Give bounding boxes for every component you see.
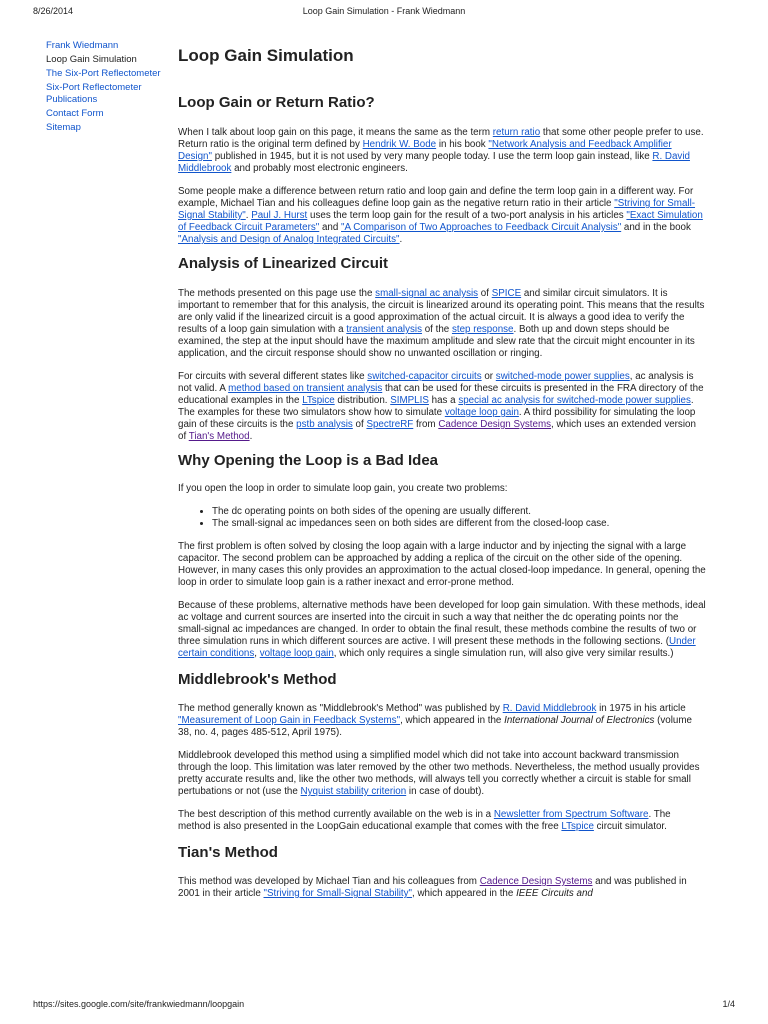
- text: in case of doubt).: [406, 786, 485, 797]
- list-item: • The dc operating points on both sides of the opening are usually different.: [212, 506, 706, 518]
- text: When I talk about loop gain on this page, it means the same as the term: [178, 127, 493, 138]
- text: in his book: [436, 139, 489, 150]
- link-tians-method[interactable]: Tian's Method: [188, 431, 250, 442]
- text: . Both up and down steps should be examined, the step at the input should have the maximum amplitude and slew rate that the circuit might encounter in its application, and the circuit response should show no unwanted oscillation or ringing.: [178, 324, 695, 359]
- link-switched-capacitor[interactable]: switched-capacitor circuits: [367, 371, 482, 382]
- text: , which appeared in the: [412, 888, 517, 899]
- list-item: • The small-signal ac impedances seen on both sides are different from the closed-loop case.: [212, 518, 706, 530]
- link-transient-analysis[interactable]: transient analysis: [346, 324, 422, 335]
- paragraph: If you open the loop in order to simulate loop gain, you create two problems:: [178, 483, 508, 494]
- link-analog-ic-book[interactable]: "Analysis and Design of Analog Integrated Circuits": [178, 234, 400, 245]
- link-exact-simulation[interactable]: "Exact Simulation of Feedback Circuit Parameters": [178, 210, 703, 233]
- link-voltage-loop-gain-2[interactable]: voltage loop gain: [259, 648, 334, 659]
- print-url: https://sites.google.com/site/frankwiedmann/loopgain: [33, 999, 245, 1009]
- print-footer: [33, 999, 735, 1013]
- text: (volume 38, no. 4, pages 485-512, April 1975).: [178, 715, 692, 738]
- text: distribution.: [334, 395, 391, 406]
- text: , which appeared in the: [400, 715, 505, 726]
- link-under-certain-conditions[interactable]: Under certain conditions: [178, 636, 696, 659]
- main-content: [178, 40, 706, 900]
- paragraph: [178, 750, 706, 798]
- link-striving-small-signal[interactable]: "Striving for Small-Signal Stability": [178, 198, 696, 221]
- text: Some people make a difference between return ratio and loop gain and define the term loop gain in a different way. For example, Michael Tian and his colleagues define loop gain as the negative return ratio in their article: [178, 186, 694, 209]
- link-voltage-loop-gain[interactable]: voltage loop gain: [444, 407, 519, 418]
- link-striving-small-signal-2[interactable]: "Striving for Small-Signal Stability": [263, 888, 413, 899]
- text: The best description of this method currently available on the web is in a: [178, 809, 494, 820]
- link-hendrik-bode[interactable]: Hendrik W. Bode: [362, 139, 437, 150]
- text: and probably most electronic engineers.: [231, 163, 408, 174]
- text: and similar circuit simulators. It is important to remember that for this analysis, the circuit is linearized around its operating point. This means that the results are only valid if the linearized circuit is a good approximation of the actual circuit. It is always a good idea to verify the results of a loop gain simulation with a: [178, 288, 705, 335]
- sidebar-item-frank-wiedmann[interactable]: Frank Wiedmann: [46, 40, 119, 51]
- link-comparison-two-approaches[interactable]: "A Comparison of Two Approaches to Feedback Circuit Analysis": [341, 222, 622, 233]
- link-transient-method[interactable]: method based on transient analysis: [228, 383, 383, 394]
- text: ,: [254, 648, 260, 659]
- text: The methods presented on this page use the: [178, 288, 376, 299]
- text: and in the book: [621, 222, 691, 233]
- link-step-response[interactable]: step response: [451, 324, 514, 335]
- link-spectrerf[interactable]: SpectreRF: [366, 419, 414, 430]
- text: . The examples for these two simulators show how to simulate: [178, 395, 694, 418]
- text: circuit simulator.: [593, 821, 667, 832]
- sidebar-item-contact-form[interactable]: Contact Form: [46, 108, 104, 119]
- text: .: [245, 210, 252, 221]
- section-heading-linearized-circuit: Analysis of Linearized Circuit: [178, 255, 389, 272]
- sidebar-item-loop-gain-simulation[interactable]: Loop Gain Simulation: [46, 54, 137, 65]
- journal-name: International Journal of Electronics: [504, 715, 655, 726]
- text: in 1975 in his article: [596, 703, 686, 714]
- sidebar-nav: [46, 40, 166, 136]
- sidebar-item-six-port-reflectometer[interactable]: The Six-Port Reflectometer: [46, 68, 161, 79]
- page-title: Loop Gain Simulation: [178, 46, 354, 65]
- text: .: [249, 431, 253, 442]
- text: of: [352, 419, 367, 430]
- text: . A third possibility for simulating the loop gain of these circuits is the: [178, 407, 696, 430]
- text: uses the term loop gain for the result of a two-port analysis in his articles: [307, 210, 627, 221]
- paragraph: [178, 186, 706, 246]
- text: that some other people prefer to use. Return ratio is the original term defined by: [178, 127, 704, 150]
- text: and was published in 2001 in their article: [178, 876, 687, 899]
- link-david-middlebrook-2[interactable]: R. David Middlebrook: [502, 703, 597, 714]
- paragraph: [178, 371, 706, 443]
- link-ltspice-2[interactable]: LTspice: [561, 821, 594, 832]
- text: This method was developed by Michael Tian and his colleagues from: [178, 876, 480, 887]
- section-heading-opening-loop: Why Opening the Loop is a Bad Idea: [178, 452, 439, 469]
- link-spice[interactable]: SPICE: [491, 288, 522, 299]
- text: of the: [421, 324, 452, 335]
- paragraph: [178, 703, 706, 739]
- paragraph: [178, 600, 706, 660]
- text: that can be used for these circuits is presented in the FRA directory of the educational examples in the: [178, 383, 704, 406]
- print-title: Loop Gain Simulation - Frank Wiedmann: [302, 6, 466, 16]
- text: For circuits with several different states like: [178, 371, 368, 382]
- paragraph: [178, 809, 706, 833]
- link-paul-hurst[interactable]: Paul J. Hurst: [251, 210, 308, 221]
- page-number: 1/4: [722, 999, 735, 1009]
- paragraph: [178, 876, 706, 900]
- sidebar-item-six-port-publications[interactable]: Six-Port Reflectometer Publications: [46, 82, 142, 105]
- link-network-analysis-book[interactable]: "Network Analysis and Feedback Amplifier Design": [178, 139, 672, 162]
- link-special-ac-analysis[interactable]: special ac analysis for switched-mode power supplies: [458, 395, 691, 406]
- link-david-middlebrook[interactable]: R. David Middlebrook: [178, 151, 690, 174]
- link-pstb-analysis[interactable]: pstb analysis: [296, 419, 353, 430]
- link-measurement-loop-gain[interactable]: "Measurement of Loop Gain in Feedback Systems": [178, 715, 401, 726]
- text: Middlebrook developed this method using a simplified model which did not take into account backward transmission through the loop. This limitation was later removed by the other two methods. Nevertheless, the method usually provides pretty accurate results and, like the other two methods, will always tell you correctly whether a circuit is stable for small pertubations or not (use the: [178, 750, 700, 797]
- section-heading-loop-gain-or-return-ratio: Loop Gain or Return Ratio?: [178, 94, 375, 111]
- text: .: [399, 234, 403, 245]
- text: of: [478, 288, 492, 299]
- text: , which uses an extended version of: [178, 419, 696, 442]
- text: The method generally known as "Middlebrook's Method" was published by: [178, 703, 503, 714]
- section-heading-tians-method: Tian's Method: [178, 844, 278, 861]
- link-cadence[interactable]: Cadence Design Systems: [438, 419, 552, 430]
- section-heading-middlebrook: Middlebrook's Method: [178, 671, 337, 688]
- sidebar-item-sitemap[interactable]: Sitemap: [46, 122, 81, 133]
- text: published in 1945, but it is not used by very many people today. I use the term loop gain instead, like: [211, 151, 653, 162]
- link-switched-mode-ps[interactable]: switched-mode power supplies: [495, 371, 630, 382]
- print-date: 8/26/2014: [33, 6, 74, 16]
- problem-list: [178, 506, 706, 530]
- text: Because of these problems, alternative methods have been developed for loop gain simulation. With these methods, ideal ac voltage and current sources are inserted into the circuit in such a way that neither the dc operating points nor the small-signal ac impedances are changed. In order to obtain the final result, these methods combine the results of two or three simulation runs in which different sources are active. I will present these methods in the following sections. (: [178, 600, 706, 647]
- paragraph: [178, 127, 706, 175]
- link-simplis[interactable]: SIMPLIS: [390, 395, 429, 406]
- text: and: [319, 222, 342, 233]
- text: , ac analysis is not valid. A: [178, 371, 694, 394]
- paragraph: The first problem is often solved by closing the loop again with a large inductor and by injecting the signal with a large capacitor. The second problem can be approached by adding a replica of the circuit on the other side of the opening. However, in many cases this only provides an approximation to the actual closed-loop impedance. In general, opening the loop in order to simulate loop gain is a rather inexact and error-prone method.: [178, 541, 706, 588]
- paragraph: [178, 288, 706, 360]
- link-spectrum-newsletter[interactable]: Newsletter from Spectrum Software: [493, 809, 649, 820]
- text: from: [413, 419, 439, 430]
- link-ltspice[interactable]: LTspice: [302, 395, 335, 406]
- link-cadence-2[interactable]: Cadence Design Systems: [479, 876, 593, 887]
- text: has a: [428, 395, 459, 406]
- text: . The method is also presented in the LoopGain educational example that comes with the free: [178, 809, 671, 832]
- link-nyquist-criterion[interactable]: Nyquist stability criterion: [300, 786, 407, 797]
- print-header: [33, 6, 735, 20]
- journal-name: IEEE Circuits and: [516, 888, 593, 899]
- text: , which only requires a single simulation run, will also give very similar results.): [333, 648, 674, 659]
- link-small-signal-ac[interactable]: small-signal ac analysis: [375, 288, 479, 299]
- link-return-ratio[interactable]: return ratio: [492, 127, 541, 138]
- text: or: [481, 371, 496, 382]
